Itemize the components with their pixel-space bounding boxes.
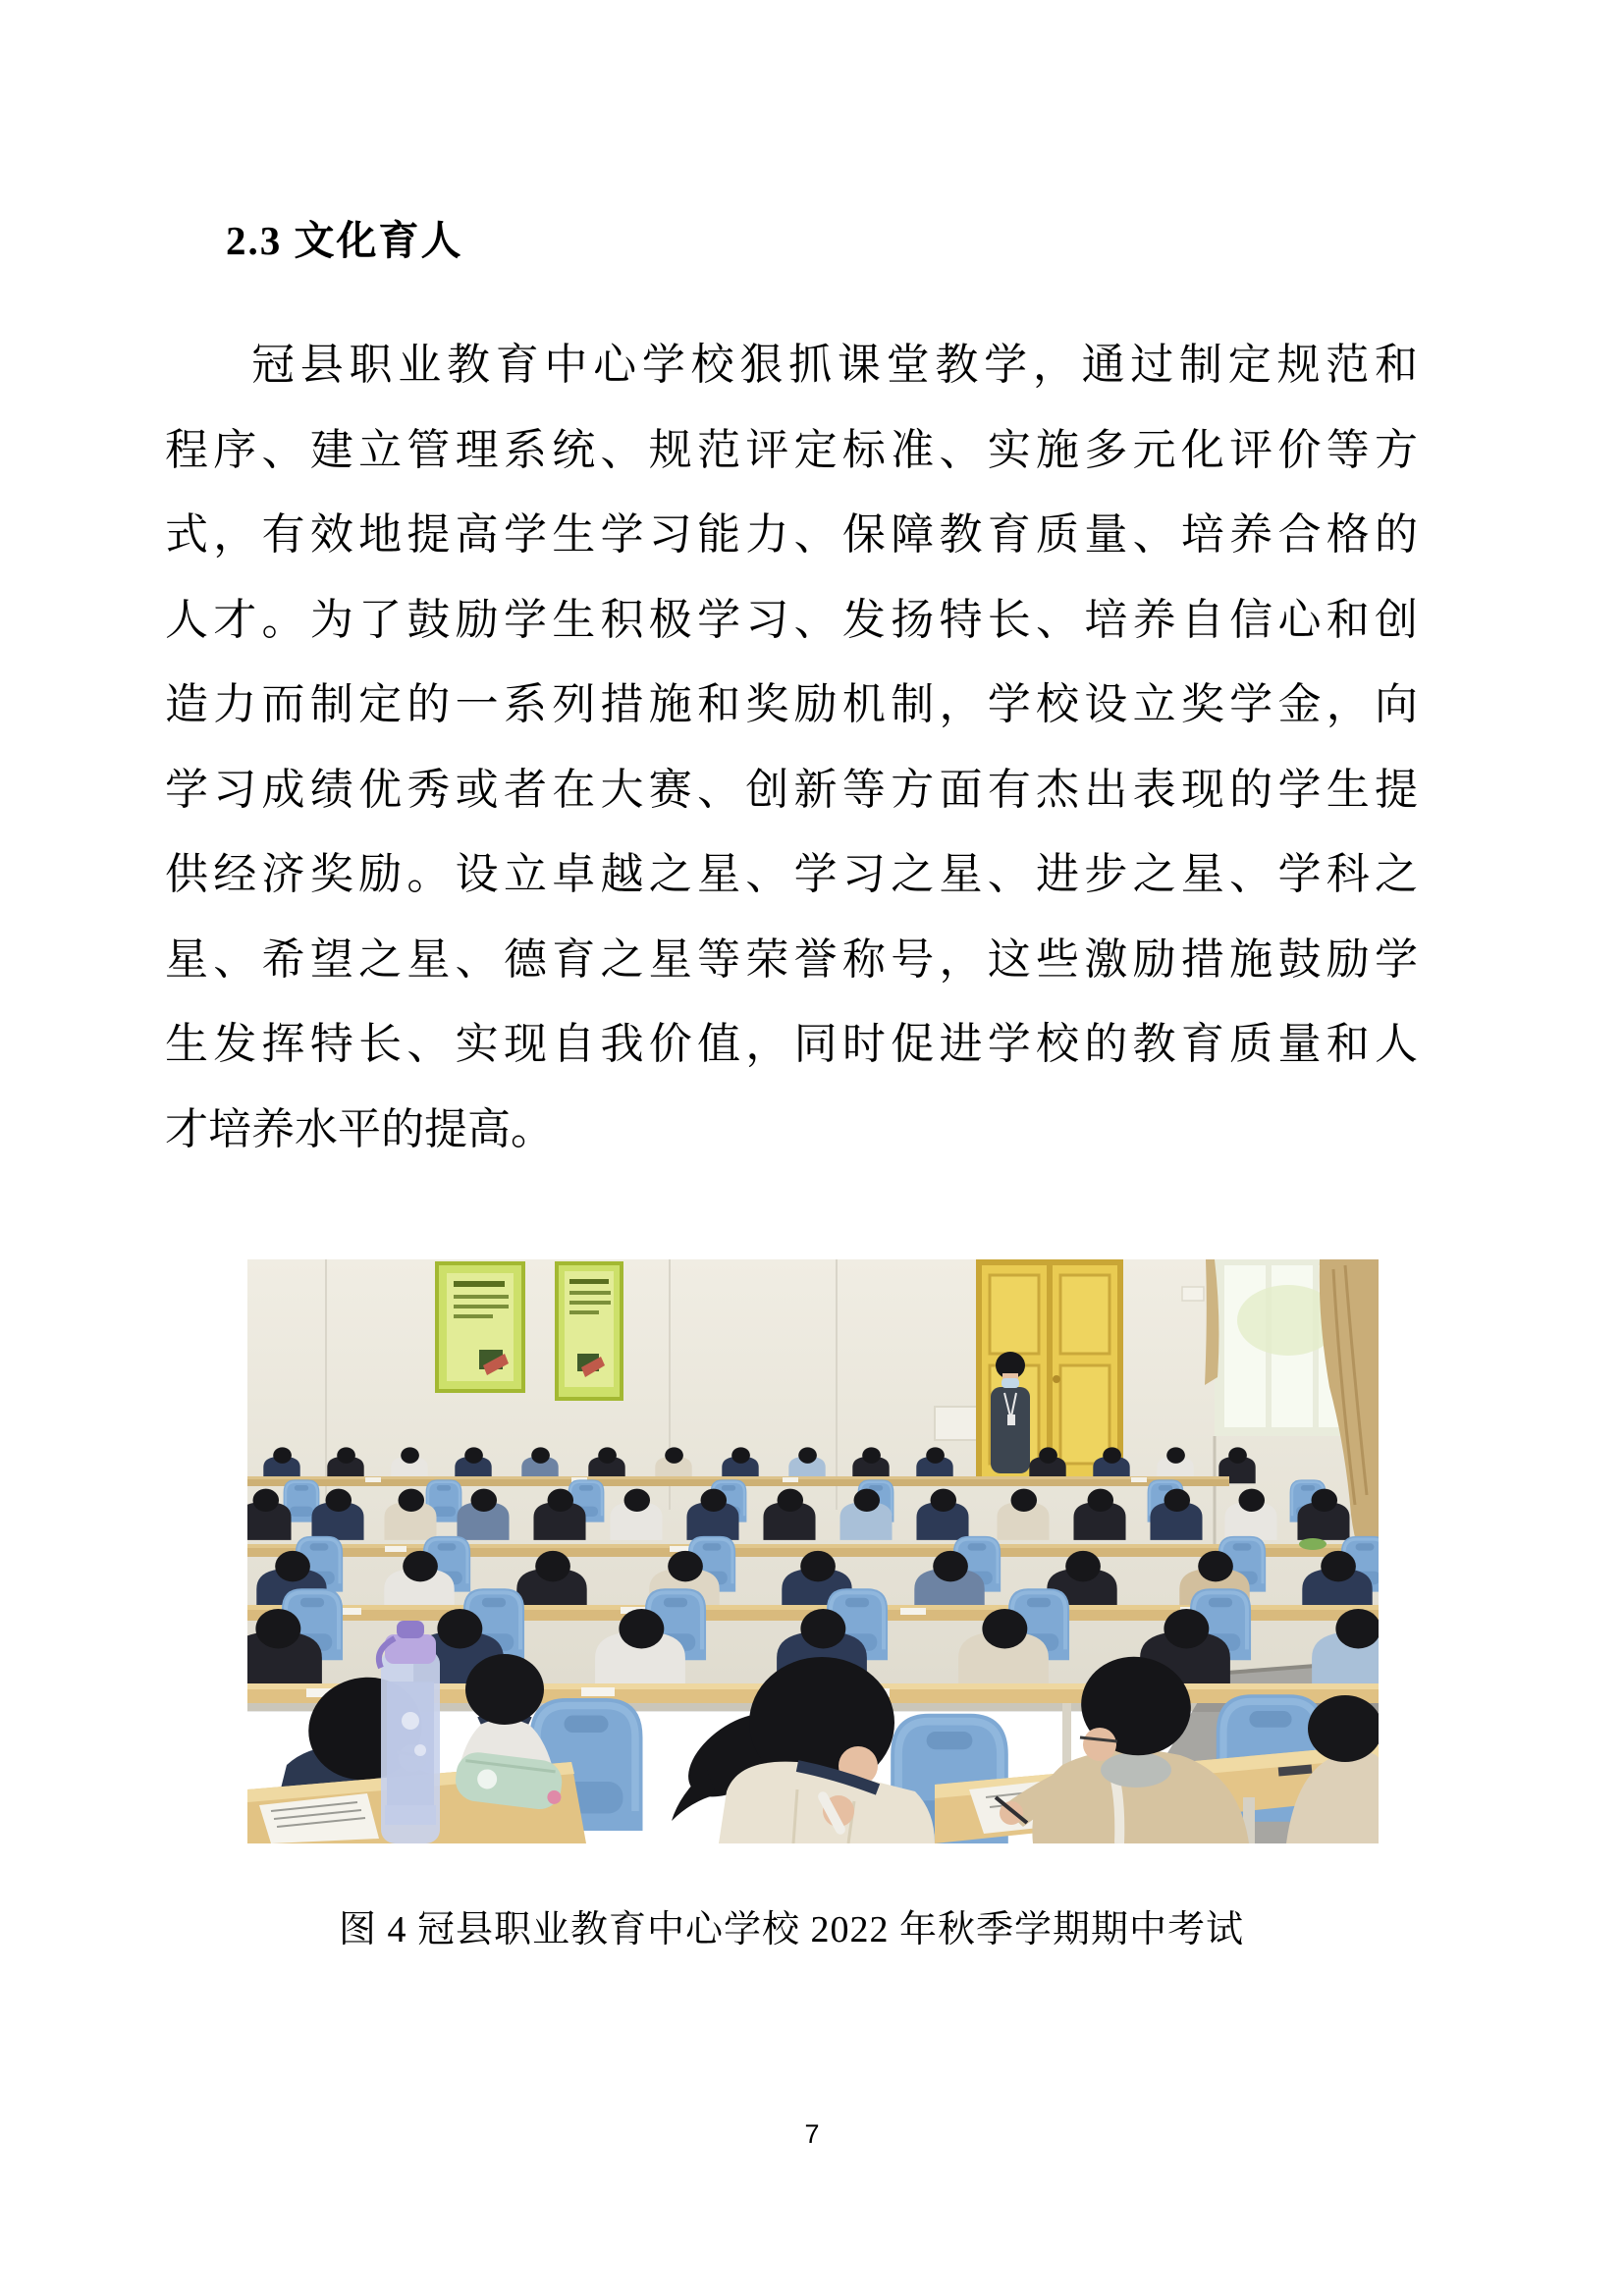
paragraph-line: 式，有效地提高学生学习能力、保障教育质量、培养合格的 <box>165 510 1418 559</box>
page-number: 7 <box>804 2119 820 2149</box>
paragraph-line: 人才。为了鼓励学生积极学习、发扬特长、培养自信心和创 <box>165 595 1418 644</box>
paragraph-line: 才培养水平的提高。 <box>165 1104 554 1153</box>
paragraph-line: 生发挥特长、实现自我价值，同时促进学校的教育质量和人 <box>165 1020 1418 1068</box>
section-heading: 2.3 文化育人 <box>226 218 463 263</box>
figure-caption: 图 4 冠县职业教育中心学校 2022 年秋季学期期中考试 <box>338 1909 1244 1950</box>
paragraph-line: 造力而制定的一系列措施和奖励机制，学校设立奖学金，向 <box>165 680 1418 728</box>
paragraph-line: 供经济奖励。设立卓越之星、学习之星、进步之星、学科之 <box>165 850 1418 898</box>
paragraph-line: 学习成绩优秀或者在大赛、创新等方面有杰出表现的学生提 <box>165 765 1418 814</box>
figure-photo <box>247 1259 1379 1843</box>
paragraph-line: 星、希望之星、德育之星等荣誉称号，这些激励措施鼓励学 <box>165 934 1418 984</box>
water-bottle <box>379 1621 440 1843</box>
teacher <box>991 1352 1030 1473</box>
paragraph-line: 冠县职业教育中心学校狠抓课堂教学，通过制定规范和 <box>251 341 1418 389</box>
classroom-photo <box>247 1259 1379 1843</box>
body-paragraph <box>165 323 1418 1172</box>
paragraph-line: 程序、建立管理系统、规范评定标准、实施多元化评价等方 <box>165 425 1418 474</box>
